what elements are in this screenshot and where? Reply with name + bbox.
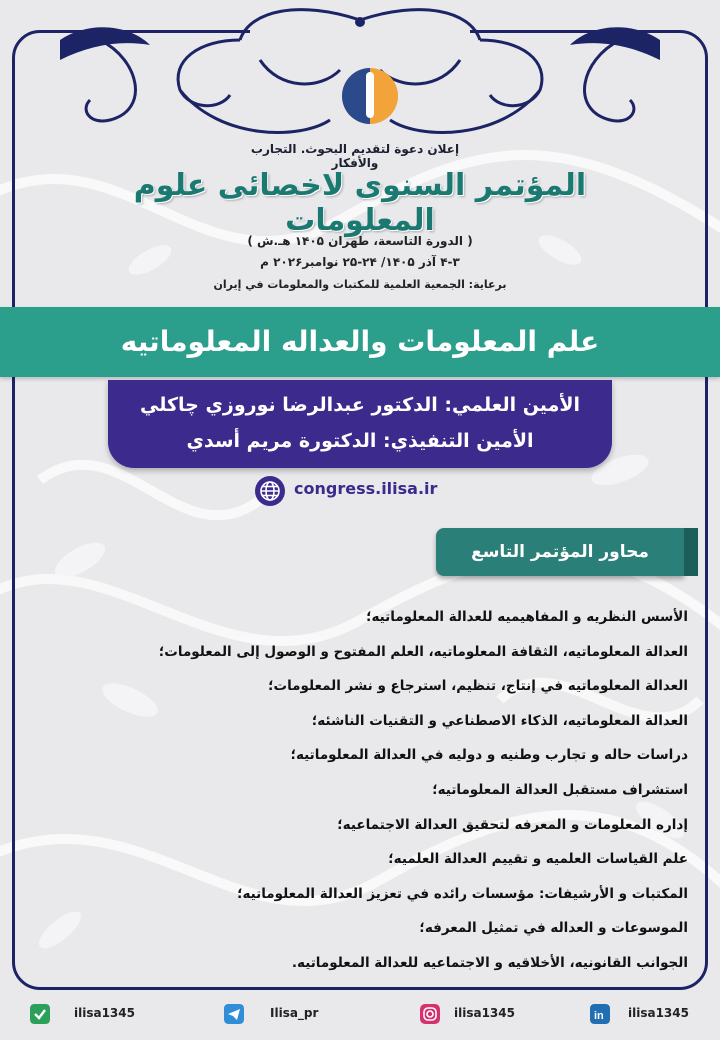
axes-heading-tab bbox=[684, 528, 698, 576]
call-for-papers: إعلان دعوة لتقديم البحوث. التجارب والأفكار bbox=[250, 142, 460, 170]
association-logo-icon bbox=[340, 66, 400, 126]
instagram-icon bbox=[420, 1004, 440, 1024]
scientific-secretary: الأمين العلمي: الدكتور عبدالرضا نوروزي چاكلي bbox=[140, 394, 580, 416]
footer-handle-label: ilisa1345 bbox=[74, 1006, 135, 1020]
website-link[interactable]: congress.ilisa.ir bbox=[294, 479, 438, 498]
session-info: ( الدورة التاسعة، طهران ۱۴۰۵ هـ.ش ) bbox=[247, 234, 473, 248]
footer-telegram[interactable] bbox=[224, 1004, 344, 1028]
sponsor-line: برعاية: الجمعية العلمية للمكتبات والمعلومات في إيران bbox=[213, 278, 507, 291]
list-item: استشراف مستقبل العدالة المعلوماتيه؛ bbox=[432, 781, 688, 798]
theme-banner bbox=[0, 307, 720, 377]
shield-check-icon bbox=[30, 1004, 50, 1024]
list-item: الجوانب القانونيه، الأخلاقيه و الاجتماعيه للعدالة المعلوماتيه. bbox=[291, 954, 688, 971]
telegram-handle: Ilisa_pr bbox=[270, 1006, 319, 1020]
list-item: العدالة المعلوماتيه، الثقافة المعلوماتيه، العلم المفتوح و الوصول إلى المعلومات؛ bbox=[158, 643, 688, 660]
list-item: الأسس النظريه و المفاهيميه للعدالة المعلوماتيه؛ bbox=[366, 609, 688, 625]
footer-linkedin[interactable] bbox=[590, 1004, 700, 1028]
footer-instagram[interactable] bbox=[420, 1004, 540, 1028]
secretaries-box bbox=[108, 380, 612, 468]
instagram-handle: ilisa1345 bbox=[454, 1006, 515, 1020]
svg-text:in: in bbox=[594, 1010, 604, 1022]
conference-title: المؤتمر السنوى لاخصائى علوم المعلومات bbox=[133, 168, 587, 238]
linkedin-handle: ilisa1345 bbox=[628, 1006, 689, 1020]
axes-heading-banner bbox=[436, 528, 684, 576]
theme-title: علم المعلومات والعداله المعلوماتيه bbox=[120, 325, 600, 358]
globe-icon bbox=[254, 475, 286, 507]
telegram-icon bbox=[224, 1004, 244, 1024]
axes-heading: محاور المؤتمر التاسع bbox=[471, 542, 649, 562]
list-item: إداره المعلومات و المعرفه لتحقيق العدالة الاجتماعيه؛ bbox=[337, 816, 688, 833]
conference-dates: ۴-۳ آذر ۱۴۰۵/ ۲۴-۲۵ نوامبر۲۰۲۶ م bbox=[260, 255, 460, 269]
list-item: دراسات حاله و تجارب وطنيه و دوليه في العدالة المعلوماتيه؛ bbox=[290, 747, 688, 764]
linkedin-icon bbox=[590, 1004, 610, 1024]
list-item: علم القياسات العلميه و تقييم العدالة العلميه؛ bbox=[388, 851, 688, 868]
footer-website-handle[interactable] bbox=[30, 1004, 150, 1028]
list-item: العدالة المعلوماتيه في إنتاج، تنظيم، استرجاع و نشر المعلومات؛ bbox=[268, 678, 688, 695]
list-item: الموسوعات و العداله في تمثيل المعرفه؛ bbox=[419, 920, 688, 937]
executive-secretary: الأمين التنفيذي: الدكتورة مريم أسدي bbox=[186, 430, 534, 452]
list-item: المكتبات و الأرشيفات: مؤسسات رائده في تعزيز العدالة المعلوماتيه؛ bbox=[237, 885, 688, 902]
axes-list bbox=[158, 600, 688, 981]
list-item: العدالة المعلوماتيه، الذكاء الاصطناعي و التقنيات الناشئه؛ bbox=[311, 712, 688, 729]
